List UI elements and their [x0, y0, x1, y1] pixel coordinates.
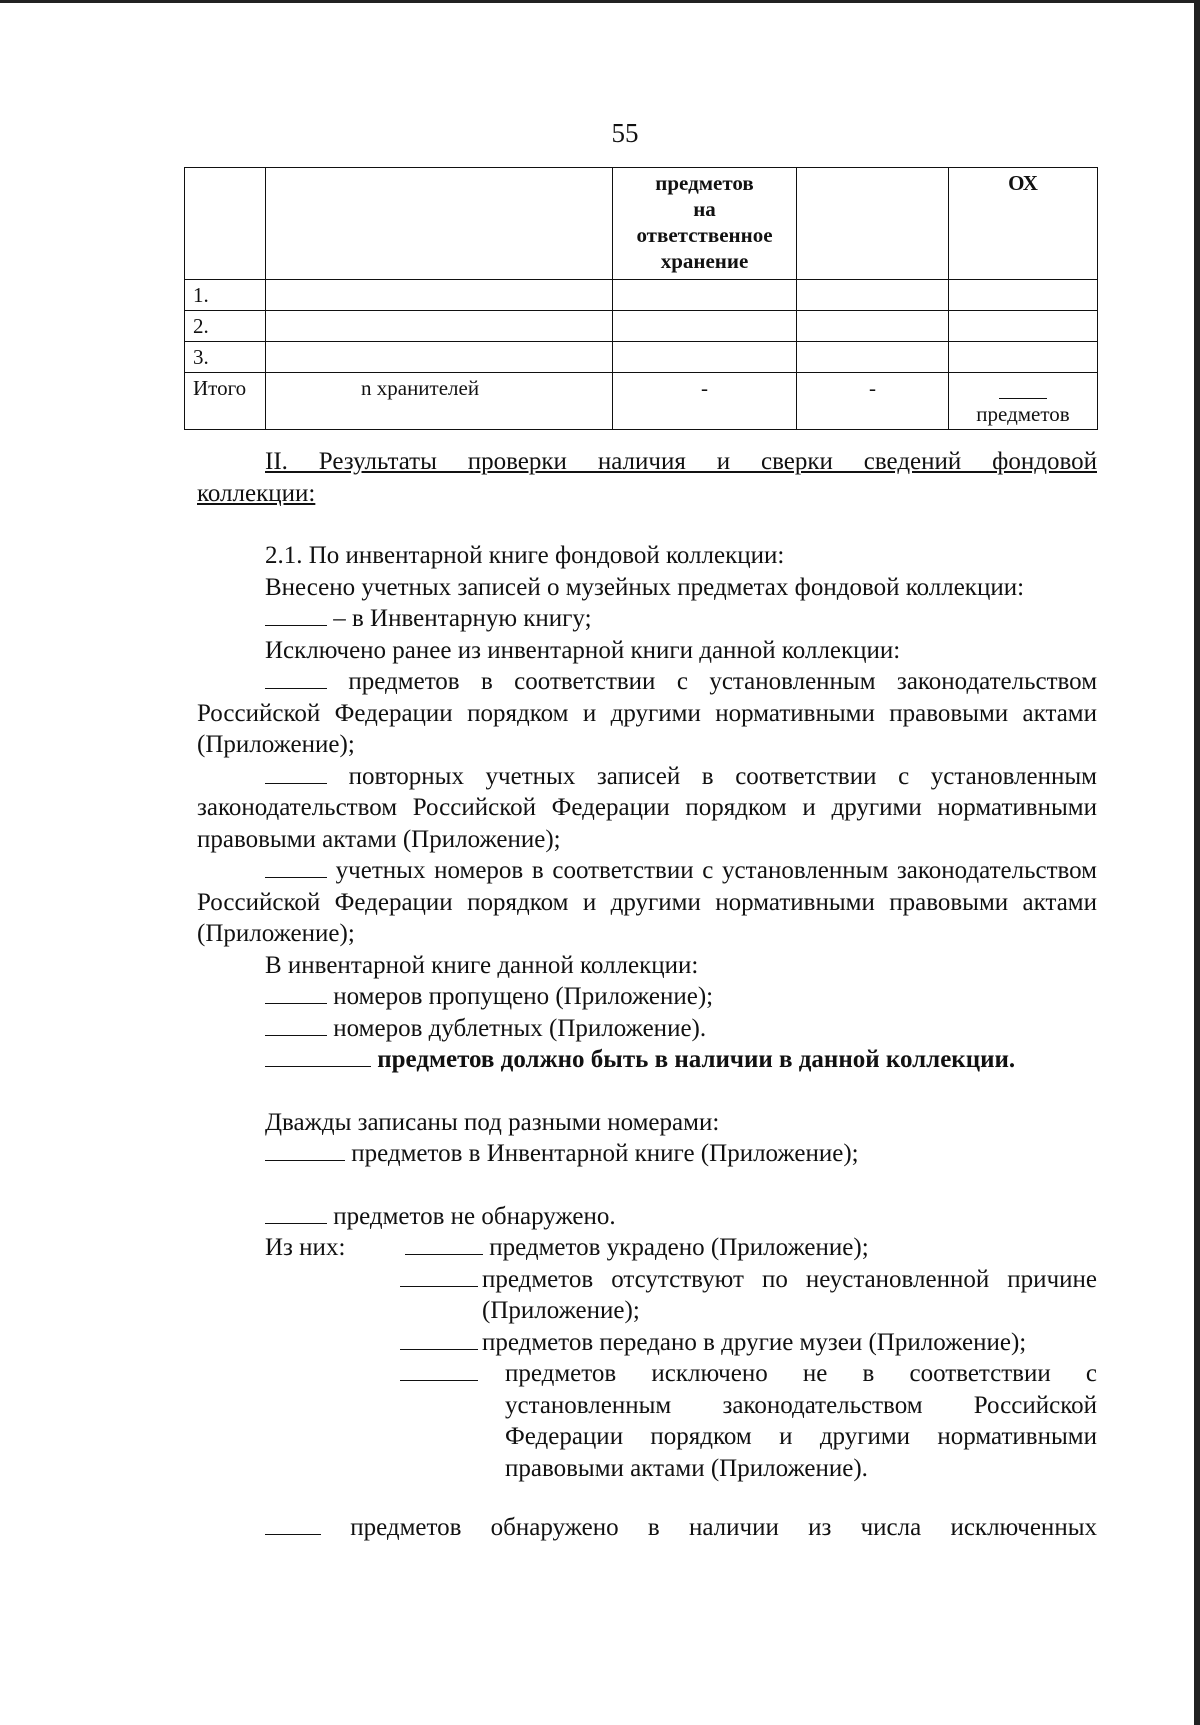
total-ox: предметов [949, 373, 1098, 430]
table-cell [613, 342, 797, 373]
row-number: 3. [185, 342, 266, 373]
total-responsible: - [613, 373, 797, 430]
excluded-item: повторных учетных записей в соответствии с установленным законодательством Российской Федерации порядком и другими нормативными правовыми актами (Приложение); [197, 762, 1098, 853]
twice-items: предметов в Инвентарной книге (Приложение); [197, 1138, 1097, 1170]
excluded-intro: Исключено ранее из инвентарной книги данной коллекции: [265, 636, 901, 664]
table-cell [185, 168, 266, 280]
blank-field [265, 761, 327, 784]
blank-field [265, 1201, 327, 1224]
not-found: предметов не обнаружено. [197, 1201, 1097, 1233]
skipped-numbers: номеров пропущено (Приложение); [197, 981, 1097, 1013]
blank-field [265, 666, 327, 689]
total-col4: - [797, 373, 949, 430]
table-row [185, 280, 1098, 311]
to-inventory-line: – в Инвентарную книгу; [197, 603, 1097, 635]
transferred-item: предметов передано в другие музеи (Приложение); [400, 1327, 1097, 1359]
table-cell [949, 311, 1098, 342]
table-cell [797, 280, 949, 311]
blank-field [265, 1044, 371, 1067]
table-cell [797, 311, 949, 342]
header-ox: ОХ [949, 168, 1098, 280]
row-name [266, 342, 613, 373]
blank-field [405, 1232, 483, 1255]
blank-field [265, 603, 327, 626]
stolen: предметов украдено (Приложение); [489, 1234, 869, 1261]
blank-field [265, 1013, 327, 1036]
blank-line [999, 398, 1047, 399]
fund-table [184, 167, 1098, 430]
table-cell [613, 280, 797, 311]
absent-item: предметов отсутствуют по неустановленной причине (Приложение); [400, 1264, 1097, 1327]
row-name [266, 280, 613, 311]
blank-field [265, 1512, 321, 1535]
table-header-row [185, 168, 1098, 280]
table-cell [266, 168, 613, 280]
total-label: Итого [185, 373, 266, 430]
table-total-row [185, 373, 1098, 430]
section-results [197, 446, 1097, 1544]
total-keepers: n хранителей [266, 373, 613, 430]
of-them-row [197, 1232, 1097, 1264]
row-number: 2. [185, 311, 266, 342]
must-be-present: предметов должно быть в наличии в данной коллекции. [197, 1044, 1097, 1076]
duplicate-numbers: номеров дублетных (Приложение). [197, 1013, 1097, 1045]
entered-records: Внесено учетных записей о музейных предметах фондовой коллекции: [265, 573, 1025, 601]
twice-recorded: Дважды записаны под разными номерами: [265, 1108, 720, 1136]
table-cell [797, 168, 949, 280]
blank-field [265, 981, 327, 1004]
table-row [185, 342, 1098, 373]
table-cell [949, 280, 1098, 311]
table-cell [949, 342, 1098, 373]
found-excluded: предметов обнаружено в наличии из числа исключенных [197, 1512, 1097, 1544]
table-cell [613, 311, 797, 342]
blank-field [400, 1264, 478, 1287]
blank-field [400, 1327, 478, 1350]
section-heading-cont: коллекции: [197, 479, 316, 507]
blank-field [265, 855, 327, 878]
table-row [185, 311, 1098, 342]
header-responsible-storage: предметов на ответственное хранение [613, 168, 797, 280]
section-heading: II. Результаты проверки наличия и сверки сведений фондовой [265, 448, 1097, 475]
table-cell [797, 342, 949, 373]
excluded-not-item: предметов исключено не в соответствии с установленным законодательством Российской Федерации порядком и другими нормативными правовыми актами (Приложение). [400, 1358, 1097, 1484]
excluded-item: учетных номеров в соответствии с установленным законодательством Российской Федерации порядком и другими нормативными правовыми актами (Приложение); [197, 857, 1098, 947]
of-them-label: Из них: [265, 1234, 346, 1261]
in-book-intro: В инвентарной книге данной коллекции: [265, 951, 699, 979]
blank-field [400, 1358, 478, 1381]
row-number: 1. [185, 280, 266, 311]
subsection-title: 2.1. По инвентарной книге фондовой коллекции: [265, 542, 785, 569]
row-name [266, 311, 613, 342]
blank-field [265, 1138, 345, 1161]
excluded-item: предметов в соответствии с установленным законодательством Российской Федерации порядком и другими нормативными правовыми актами (Приложение); [197, 668, 1098, 758]
page-number: 55 [611, 118, 639, 148]
